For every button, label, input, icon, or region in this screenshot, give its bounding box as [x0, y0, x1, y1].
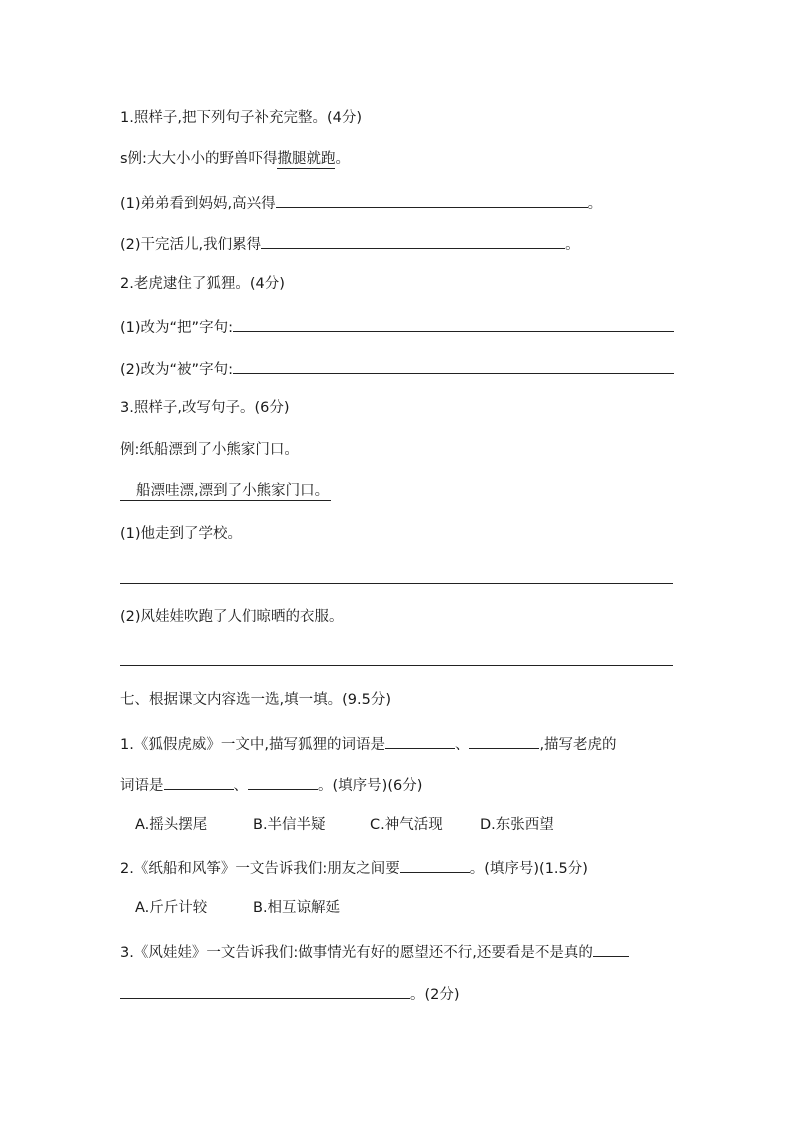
q1-item1-blank[interactable] — [276, 191, 588, 208]
q3-example-answer — [120, 481, 331, 501]
s7-q1-blank3[interactable] — [164, 773, 234, 790]
s7-q3-line2 — [120, 982, 460, 1005]
q1-item1 — [120, 191, 602, 214]
q1-item2-blank[interactable] — [261, 232, 565, 249]
s7-q2-suffix: 。(填序号)(1.5分) — [469, 861, 588, 877]
q2-item2-blank[interactable] — [233, 357, 674, 374]
q3-item1: (1)他走到了学校。 — [120, 526, 243, 542]
q1-example-underlined: 撒腿就跑 — [277, 151, 336, 167]
s7-q1-option-c[interactable]: C.神气活现 — [370, 817, 443, 833]
q3-item2-answer-line[interactable] — [120, 665, 673, 666]
s7-q2 — [120, 856, 588, 879]
s7-q1-blank4[interactable] — [248, 773, 318, 790]
q1-item2-suffix: 。 — [565, 237, 580, 253]
s7-q2-option-b[interactable]: B.相互谅解延 — [253, 900, 341, 916]
q3-item1-answer-line[interactable] — [120, 583, 673, 584]
s7-q3-line1-text: 3.《风娃娃》一文告诉我们:做事情光有好的愿望还不行,还要看是不是真的 — [120, 945, 593, 961]
q3-example-answer-text: 船漂哇漂,漂到了小熊家门口。 — [120, 483, 331, 501]
q3-title: 3.照样子,改写句子。(6分) — [120, 400, 290, 416]
q2-item1-blank[interactable] — [233, 315, 674, 332]
s7-q1-sep1: 、 — [454, 737, 470, 753]
q1-example — [120, 149, 350, 169]
q1-item2-prefix: (2)干完活儿,我们累得 — [120, 237, 262, 253]
s7-q3-blank-start[interactable] — [593, 940, 629, 957]
s7-q1-line1-prefix: 1.《狐假虎威》一文中,描写狐狸的词语是 — [120, 737, 385, 753]
q3-example: 例:纸船漂到了小熊家门口。 — [120, 442, 299, 458]
s7-q1-line1-suffix: ,描写老虎的 — [539, 737, 617, 753]
s7-q2-prefix: 2.《纸船和风筝》一文告诉我们:朋友之间要 — [120, 861, 400, 877]
s7-q1-sep2: 、 — [233, 778, 248, 794]
s7-q1-options — [135, 815, 554, 835]
q2-item2-label: (2)改为“被”字句: — [120, 362, 233, 378]
q3-item2: (2)风娃娃吹跑了人们晾晒的衣服。 — [120, 609, 344, 625]
q2-title: 2.老虎逮住了狐狸。(4分) — [120, 276, 285, 292]
s7-q1-option-d[interactable]: D.东张西望 — [480, 817, 554, 833]
q2-item1-label: (1)改为“把”字句: — [120, 320, 233, 336]
s7-q1-line2-suffix: 。(填序号)(6分) — [318, 778, 423, 794]
s7-q2-blank[interactable] — [400, 856, 470, 873]
s7-q2-option-a[interactable]: A.斤斤计较 — [135, 900, 208, 916]
q2-item2 — [120, 357, 674, 380]
s7-q2-options — [135, 898, 340, 918]
s7-q1-line2 — [120, 773, 422, 796]
q1-example-prefix: s例:大大小小的野兽吓得 — [120, 151, 278, 167]
s7-q1-blank1[interactable] — [385, 732, 455, 749]
q1-item1-suffix: 。 — [587, 196, 603, 212]
s7-q1-option-a[interactable]: A.摇头摆尾 — [135, 817, 208, 833]
q1-item1-prefix: (1)弟弟看到妈妈,高兴得 — [120, 196, 276, 212]
q1-example-suffix: 。 — [335, 151, 350, 167]
s7-q3-blank-end[interactable] — [120, 982, 410, 999]
s7-q1-line2-prefix: 词语是 — [120, 778, 164, 794]
q2-item1 — [120, 315, 674, 338]
s7-q1-line1 — [120, 732, 617, 755]
q1-item2 — [120, 232, 580, 255]
section7-title: 七、根据课文内容选一选,填一填。(9.5分) — [120, 692, 391, 708]
s7-q1-option-b[interactable]: B.半信半疑 — [253, 817, 326, 833]
s7-q1-blank2[interactable] — [469, 732, 539, 749]
q1-title: 1.照样子,把下列句子补充完整。(4分) — [120, 110, 362, 126]
s7-q3-line1 — [120, 940, 629, 963]
s7-q3-line2-suffix: 。(2分) — [410, 987, 460, 1003]
